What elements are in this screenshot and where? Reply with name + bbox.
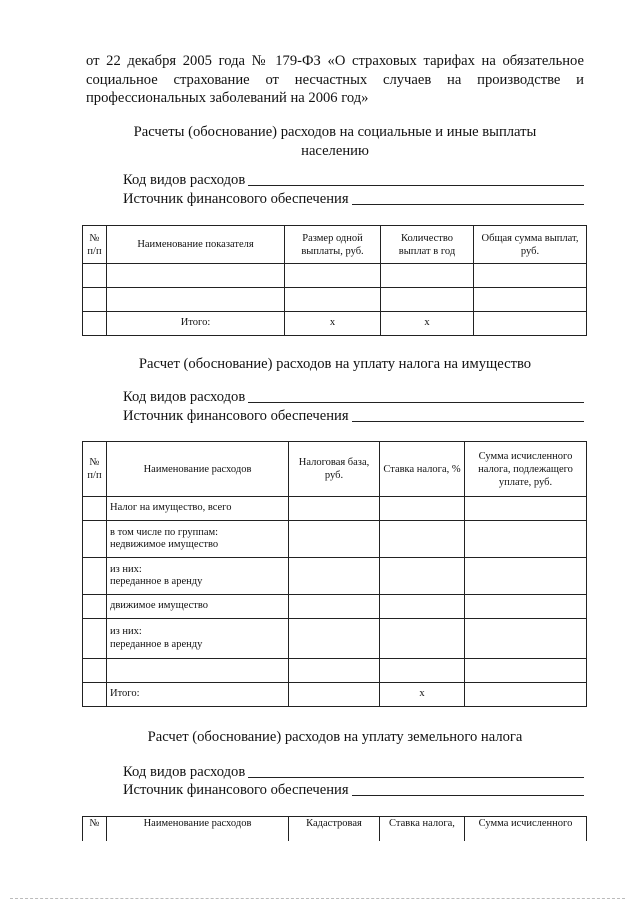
table-cell[interactable] [465, 497, 587, 521]
s2-h-name: Наименование расходов [107, 442, 289, 497]
section3-source-line[interactable] [352, 782, 584, 796]
table-cell[interactable] [289, 595, 380, 619]
table-cell[interactable] [107, 264, 285, 288]
s2-h-base: Налоговая база, руб. [289, 442, 380, 497]
s1-h-name: Наименование показателя [107, 226, 285, 264]
section3-table [82, 816, 587, 841]
s2-h-rate: Ставка налога, % [380, 442, 465, 497]
section2-code-field [123, 389, 584, 406]
table-cell[interactable] [474, 264, 587, 288]
s2-row5-line2: переданное в аренду [110, 638, 203, 650]
section3-code-label: Код видов расходов [123, 764, 246, 780]
table-cell [83, 312, 107, 336]
section1-title-line2: населению [301, 143, 369, 159]
section1-table [82, 225, 587, 336]
section2-source-field [123, 408, 584, 425]
intro-line-3: профессиональных заболеваний на 2006 год» [86, 90, 369, 106]
section1-total-row [83, 312, 587, 336]
table-cell [83, 558, 107, 595]
s3-h-cadastral: Кадастровая [289, 817, 380, 841]
table-cell[interactable] [465, 619, 587, 659]
s2-total-mark: x [380, 683, 465, 707]
section3-code-line[interactable] [248, 764, 584, 778]
section1-title [86, 123, 584, 161]
s2-row5-line1: из них: [110, 626, 142, 637]
table-cell[interactable] [83, 264, 107, 288]
section1-table-header [83, 226, 587, 264]
s1-h-total: Общая сумма выплат, руб. [474, 226, 587, 264]
table-row [83, 264, 587, 288]
scan-edge-divider [10, 898, 625, 902]
table-row [83, 659, 587, 683]
s3-h-sum: Сумма исчисленного [465, 817, 587, 841]
s2-row2-line1: в том числе по группам: [110, 526, 219, 538]
table-cell[interactable] [285, 288, 381, 312]
table-cell[interactable] [381, 288, 474, 312]
s2-h-num: № п/п [83, 442, 107, 497]
table-row [83, 619, 587, 659]
table-cell[interactable] [381, 264, 474, 288]
s2-row4-name: движимое имущество [107, 595, 289, 619]
table-row [83, 521, 587, 558]
section3-source-label: Источник финансового обеспечения [123, 782, 349, 798]
s3-h-name: Наименование расходов [107, 817, 289, 841]
s2-row3-line2: переданное в аренду [110, 576, 203, 587]
intro-paragraph [86, 52, 584, 108]
section2-table [82, 441, 587, 707]
table-cell[interactable] [380, 497, 465, 521]
section2-source-label: Источник финансового обеспечения [123, 408, 349, 424]
table-cell[interactable] [83, 288, 107, 312]
table-row [83, 595, 587, 619]
section2-code-label: Код видов расходов [123, 389, 246, 405]
table-cell[interactable] [380, 521, 465, 558]
table-cell[interactable] [289, 683, 380, 707]
section1-source-field [123, 191, 584, 208]
s2-row3-line1: из них: [110, 563, 142, 575]
s2-row2-name [107, 521, 289, 558]
section2-table-header [83, 442, 587, 497]
intro-line-1: от 22 декабря 2005 года № 179-ФЗ «О страховых тарифах на обязательное [86, 53, 584, 69]
table-cell[interactable] [474, 288, 587, 312]
table-cell[interactable] [289, 497, 380, 521]
s1-total-mark-1: x [285, 312, 381, 336]
table-cell[interactable] [289, 521, 380, 558]
table-row [83, 558, 587, 595]
s1-total-label: Итого: [107, 312, 285, 336]
table-cell[interactable] [465, 521, 587, 558]
table-cell[interactable] [380, 595, 465, 619]
table-cell [83, 683, 107, 707]
section1-title-line1: Расчеты (обоснование) расходов на социальные и иные выплаты [133, 124, 537, 140]
s3-h-num: № [83, 817, 107, 841]
s1-h-count: Количество выплат в год [381, 226, 474, 264]
section3-source-field [123, 782, 584, 799]
table-cell[interactable] [474, 312, 587, 336]
s2-row5-name [107, 619, 289, 659]
s2-h-sum: Сумма исчисленного налога, подлежащего уплате, руб. [465, 442, 587, 497]
table-cell[interactable] [465, 595, 587, 619]
table-cell [83, 521, 107, 558]
table-cell[interactable] [107, 659, 289, 683]
section1-code-field [123, 172, 584, 189]
section2-source-line[interactable] [352, 408, 584, 422]
s2-row3-name [107, 558, 289, 595]
section2-title: Расчет (обоснование) расходов на уплату налога на имущество [138, 356, 532, 372]
section2-total-row [83, 683, 587, 707]
section3-table-header [83, 817, 587, 841]
s2-total-label: Итого: [107, 683, 289, 707]
table-cell[interactable] [380, 558, 465, 595]
s1-total-mark-2: x [381, 312, 474, 336]
section3-code-field [123, 764, 584, 781]
table-cell[interactable] [107, 288, 285, 312]
table-cell[interactable] [289, 659, 380, 683]
table-row [83, 288, 587, 312]
table-cell[interactable] [465, 558, 587, 595]
section1-code-line[interactable] [248, 172, 584, 186]
table-row [83, 497, 587, 521]
s2-row1-name: Налог на имущество, всего [107, 497, 289, 521]
section1-source-line[interactable] [352, 191, 584, 205]
section1-source-label: Источник финансового обеспечения [123, 191, 349, 207]
section2-code-line[interactable] [248, 389, 584, 403]
table-cell[interactable] [465, 659, 587, 683]
table-cell[interactable] [465, 683, 587, 707]
table-cell[interactable] [83, 659, 107, 683]
table-cell[interactable] [289, 619, 380, 659]
s1-h-num: № п/п [83, 226, 107, 264]
table-cell[interactable] [380, 659, 465, 683]
intro-line-2: социальное страхование от несчастных случаев на производстве и [86, 71, 584, 88]
s2-row2-line2: недвижимое имущество [110, 539, 219, 550]
section3-title: Расчет (обоснование) расходов на уплату земельного налога [147, 729, 523, 745]
table-cell [83, 595, 107, 619]
table-cell[interactable] [289, 558, 380, 595]
section1-code-label: Код видов расходов [123, 172, 246, 188]
table-cell [83, 619, 107, 659]
s1-h-size: Размер одной выплаты, руб. [285, 226, 381, 264]
s3-h-rate: Ставка налога, [380, 817, 465, 841]
table-cell[interactable] [380, 619, 465, 659]
table-cell[interactable] [285, 264, 381, 288]
table-cell [83, 497, 107, 521]
